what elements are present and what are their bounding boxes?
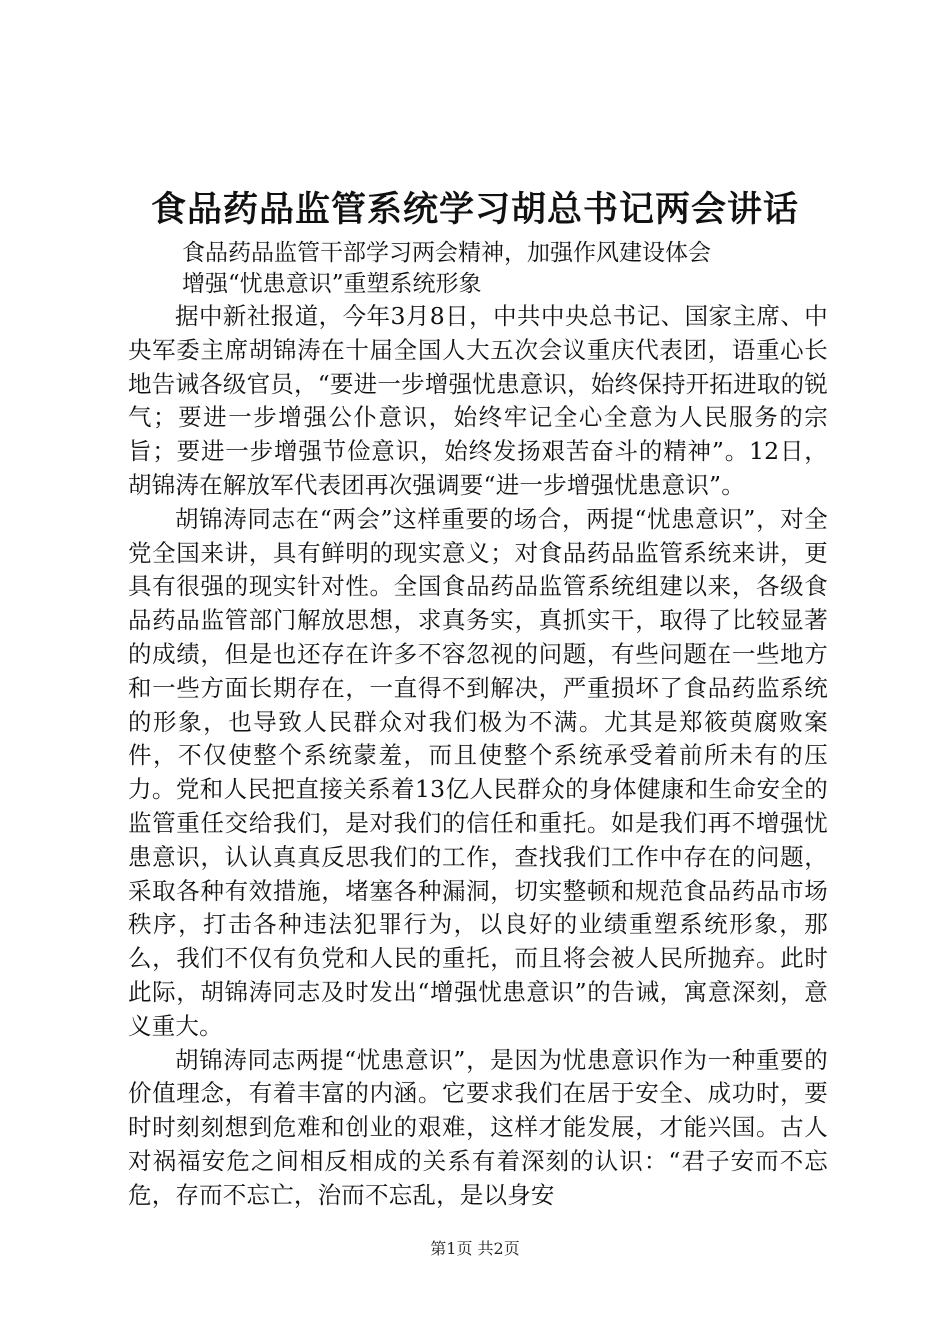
document-title: 食品药品监管系统学习胡总书记两会讲话 bbox=[150, 189, 799, 230]
document-body bbox=[128, 300, 828, 1213]
paragraph-2: 胡锦涛同志在“两会”这样重要的场合，两提“忧患意识”，对全党全国来讲，具有鲜明的现实意义；对食品药品监管系统来讲，更具有很强的现实针对性。全国食品药品监管系统组建以来，各级食品药品监管部门解放思想，求真务实，真抓实干，取得了比较显著的成绩，但是也还存在许多不容忽视的问题，有些问题在一些地方和一些方面长期存在，一直得不到解决，严重损坏了食品药监系统的形象，也导致人民群众对我们极为不满。尤其是郑筱萸腐败案件，不仅使整个系统蒙羞，而且使整个系统承受着前所未有的压力。党和人民把直接关系着13亿人民群众的身体健康和生命安全的监管重任交给我们，是对我们的信任和重托。如是我们再不增强忧患意识，认认真真反思我们的工作，查找我们工作中存在的问题，采取各种有效措施，堵塞各种漏洞，切实整顿和规范食品药品市场秩序，打击各种违法犯罪行为，以良好的业绩重塑系统形象，那么，我们不仅有负党和人民的重托，而且将会被人民所抛弃。此时此际，胡锦涛同志及时发出“增强忧患意识”的告诫，寓意深刻，意义重大。 bbox=[128, 504, 828, 1040]
paragraph-3: 胡锦涛同志两提“忧患意识”，是因为忧患意识作为一种重要的价值理念，有着丰富的内涵。它要求我们在居于安全、成功时，要时时刻刻想到危难和创业的艰难，这样才能发展，才能兴国。古人对祸福安危之间相反相成的关系有着深刻的认识：“君子安而不忘危，存而不忘亡，治而不忘乱，是以身安 bbox=[128, 1045, 828, 1209]
page-footer: 第1页 共2页 bbox=[430, 1239, 520, 1258]
paragraph-1: 据中新社报道，今年3月8日，中共中央总书记、国家主席、中央军委主席胡锦涛在十届全国人大五次会议重庆代表团，语重心长地告诫各级官员，“要进一步增强忧患意识，始终保持开拓进取的锐气；要进一步增强公仆意识，始终牢记全心全意为人民服务的宗旨；要进一步增强节俭意识，始终发扬艰苦奋斗的精神”。12日，胡锦涛在解放军代表团再次强调要“进一步增强忧患意识”。 bbox=[128, 302, 828, 499]
subtitle-1: 食品药品监管干部学习两会精神，加强作风建设体会 bbox=[182, 240, 711, 266]
subtitle-2: 增强“忧患意识”重塑系统形象 bbox=[182, 271, 482, 297]
